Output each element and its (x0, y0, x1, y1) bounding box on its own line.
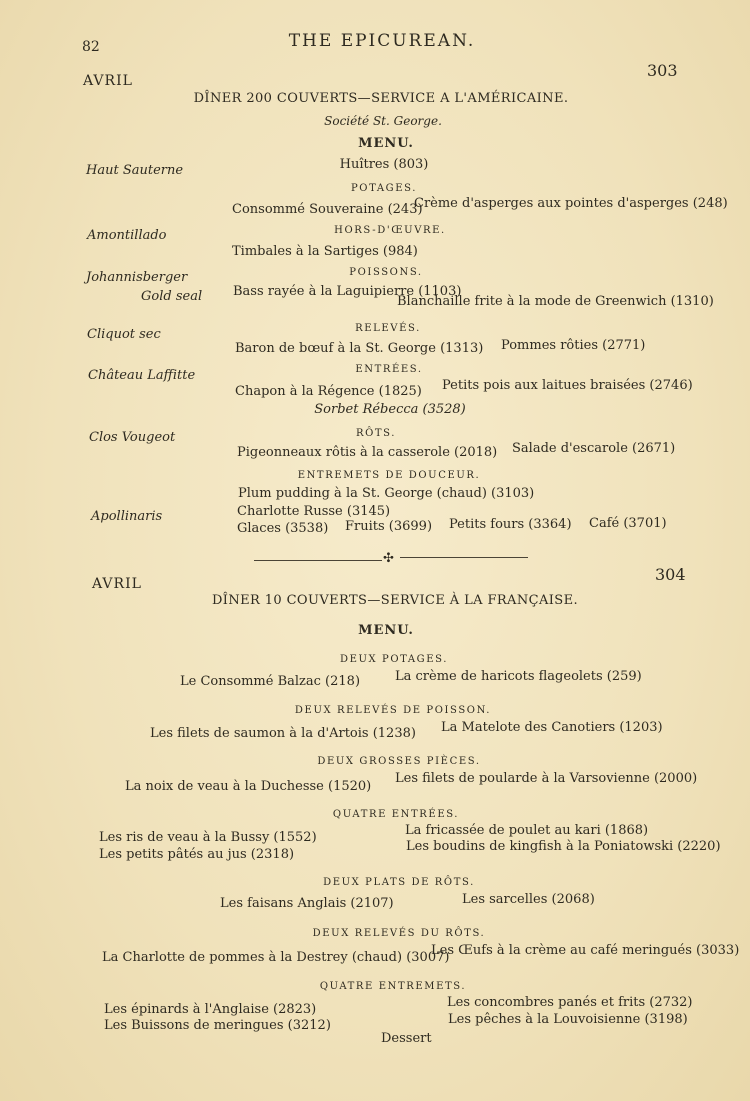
wine-item: Johannisberger (86, 270, 188, 285)
dish: Les pêches à la Louvoisienne (3198) (448, 1012, 688, 1027)
section-heading: DEUX RELEVÉS DE POISSON. (294, 705, 492, 716)
divider-ornament-icon: ✣ (383, 551, 394, 566)
dish: Timbales à la Sartiges (984) (232, 244, 418, 259)
wine-item: Haut Sauterne (86, 163, 184, 178)
menu-303-number: 303 (647, 61, 678, 80)
menu-304-month: AVRIL (92, 576, 142, 592)
dish: La crème de haricots flageolets (259) (395, 669, 642, 684)
section-heading: RÔTS. (355, 428, 397, 439)
dish: Crème d'asperges aux pointes d'asperges (248) (414, 196, 728, 211)
dish: Les épinards à l'Anglaise (2823) (104, 1002, 317, 1017)
dish: Café (3701) (589, 516, 667, 531)
page-number: 82 (82, 39, 100, 55)
dish: Les filets de saumon à la d'Artois (1238) (150, 726, 416, 741)
dish: Blanchaille frite à la mode de Greenwich (1310) (397, 294, 714, 309)
dessert: Dessert (381, 1031, 432, 1046)
section-heading: POISSONS. (349, 267, 423, 278)
dish: Salade d'escarole (2671) (512, 441, 676, 456)
section-heading: DEUX POTAGES. (339, 654, 449, 665)
dish: Le Consommé Balzac (218) (180, 674, 361, 689)
section-heading: DEUX PLATS DE RÔTS. (323, 877, 475, 888)
dish: Les Œufs à la crème au café meringués (3033) (431, 943, 740, 958)
dish: Plum pudding à la St. George (chaud) (3103) (238, 486, 535, 501)
wine-item: Clos Vougeot (89, 430, 176, 445)
section-heading: DEUX RELEVÉS DU RÔTS. (312, 928, 486, 939)
menu-304-title: DÎNER 10 COUVERTS—SERVICE À LA FRANÇAISE. (211, 593, 579, 608)
menu-303-label: MENU. (358, 136, 414, 151)
dish: Petits pois aux laitues braisées (2746) (442, 378, 693, 393)
wine-item: Château Laffitte (88, 368, 196, 383)
running-title: THE EPICUREAN. (288, 31, 476, 51)
dish: Glaces (3538) (237, 521, 329, 536)
dish: Les filets de poularde à la Varsovienne (2000) (395, 771, 698, 786)
section-heading: ENTREMETS DE DOUCEUR. (297, 470, 481, 481)
dish: Sorbet Rébecca (3528) (314, 402, 466, 417)
wine-item: Gold seal (141, 289, 203, 304)
section-heading: POTAGES. (350, 183, 418, 194)
section-heading: RELEVÉS. (355, 323, 421, 334)
menu-304-number: 304 (655, 565, 686, 584)
dish: Les Buissons de meringues (3212) (104, 1018, 331, 1033)
menu-304-label: MENU. (358, 623, 414, 638)
dish: Pommes rôties (2771) (501, 338, 646, 353)
dish: La noix de veau à la Duchesse (1520) (125, 779, 372, 794)
divider-right-rule (400, 557, 528, 558)
section-heading: HORS-D'ŒUVRE. (334, 225, 446, 236)
menu-303-oysters: Huîtres (803) (339, 157, 429, 172)
dish: La Matelote des Canotiers (1203) (441, 720, 663, 735)
wine-item: Amontillado (87, 228, 167, 243)
dish: Les petits pâtés au jus (2318) (99, 847, 295, 862)
section-heading: ENTRÉES. (355, 364, 423, 375)
dish: Baron de bœuf à la St. George (1313) (235, 341, 484, 356)
dish: Les faisans Anglais (2107) (220, 896, 394, 911)
dish: Consommé Souveraine (243) (232, 202, 423, 217)
divider-left-rule (254, 560, 382, 561)
dish: Petits fours (3364) (449, 517, 572, 532)
dish: Les concombres panés et frits (2732) (447, 995, 693, 1010)
menu-303-month: AVRIL (83, 73, 133, 89)
dish: Fruits (3699) (345, 519, 433, 534)
dish: Les boudins de kingfish à la Poniatowski (2220) (406, 839, 721, 854)
menu-303-society: Société St. George. (324, 114, 442, 128)
dish: Chapon à la Régence (1825) (235, 384, 422, 399)
section-heading: QUATRE ENTREMETS. (319, 981, 467, 992)
wine-item: Cliquot sec (87, 327, 161, 342)
dish: Pigeonneaux rôtis à la casserole (2018) (237, 445, 498, 460)
dish: Charlotte Russe (3145) (237, 504, 391, 519)
dish: Les sarcelles (2068) (462, 892, 595, 907)
menu-303-title: DÎNER 200 COUVERTS—SERVICE A L'AMÉRICAINE. (193, 91, 569, 106)
dish: Les ris de veau à la Bussy (1552) (99, 830, 317, 845)
wine-item: Apollinaris (91, 509, 163, 524)
dish: La Charlotte de pommes à la Destrey (chaud) (3007) (102, 950, 450, 965)
section-heading: QUATRE ENTRÉES. (332, 809, 460, 820)
dish: Bass rayée à la Laguipierre (1103) (233, 284, 462, 299)
dish: La fricassée de poulet au kari (1868) (405, 823, 649, 838)
section-heading: DEUX GROSSES PIÈCES. (317, 756, 481, 767)
